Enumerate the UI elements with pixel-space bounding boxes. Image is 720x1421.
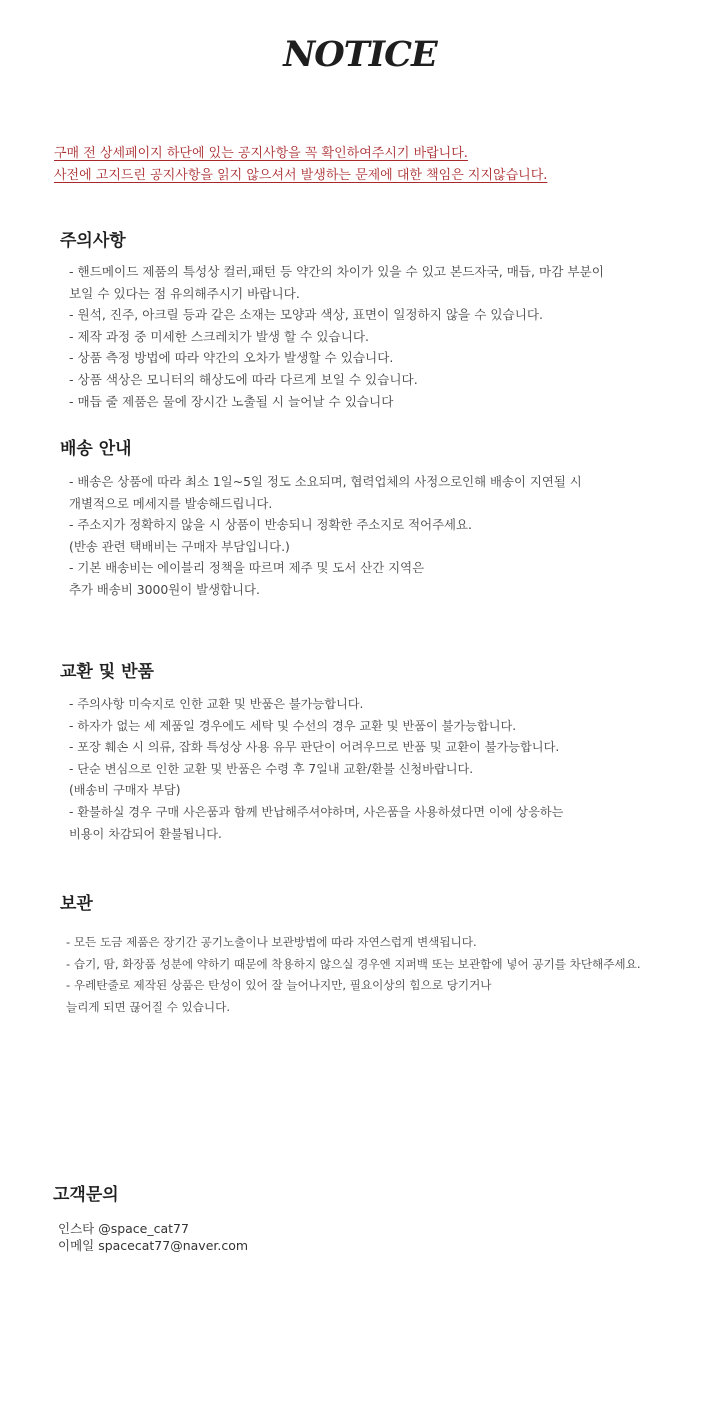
shipping-line: - 기본 배송비는 에이블리 정책을 따르며 제주 및 도서 산간 지역은 (69, 560, 425, 576)
storage-line: 늘리게 되면 끊어질 수 있습니다. (66, 999, 231, 1014)
caution-line: - 핸드메이드 제품의 특성상 컬러,패턴 등 약간의 차이가 있을 수 있고 본드자국, 매듭, 마감 부분이 (69, 264, 604, 279)
caution-line: - 상품 색상은 모니터의 해상도에 따라 다르게 보일 수 있습니다. (69, 371, 418, 387)
shipping-heading: 배송 안내 (60, 439, 132, 459)
shipping-body (69, 471, 582, 601)
exchange-line: 비용이 차감되어 환불됩니다. (69, 826, 222, 841)
exchange-line: (배송비 구매자 부담) (69, 783, 181, 798)
exchange-body (69, 694, 563, 845)
exchange-line: - 환불하실 경우 구매 사은품과 함께 반납해주셔야하며, 사은품을 사용하셨다면 이에 상응하는 (69, 804, 564, 819)
caution-line: - 원석, 진주, 아크릴 등과 같은 소재는 모양과 색상, 표면이 일정하지 않을 수 있습니다. (69, 307, 544, 323)
exchange-line: - 주의사항 미숙지로 인한 교환 및 반품은 불가능합니다. (69, 697, 364, 711)
shipping-line: - 주소지가 정확하지 않을 시 상품이 반송되니 정확한 주소지로 적어주세요. (69, 517, 472, 533)
warning-notice (54, 143, 694, 187)
shipping-line: - 배송은 상품에 따라 최소 1일~5일 정도 소요되며, 협력업체의 사정으로인해 배송이 지연될 시 (69, 474, 582, 489)
exchange-line: - 단순 변심으로 인한 교환 및 반품은 수령 후 7일내 교환/환불 신청바랍니다. (69, 761, 474, 776)
warning-line: 구매 전 상세페이지 하단에 있는 공지사항을 꼭 확인하여주시기 바랍니다. (54, 146, 468, 161)
shipping-line: 추가 배송비 3000원이 발생합니다. (69, 581, 260, 597)
storage-heading: 보관 (60, 894, 93, 914)
caution-heading: 주의사항 (60, 231, 126, 251)
exchange-line: - 하자가 없는 세 제품일 경우에도 세탁 및 수선의 경우 교환 및 반품이 불가능합니다. (69, 718, 517, 733)
contact-instagram: 인스타 @space_cat77 (58, 1221, 189, 1236)
storage-line: - 모든 도금 제품은 장기간 공기노출이나 보관방법에 따라 자연스럽게 변색됩니다. (66, 935, 477, 949)
contact-info (58, 1220, 248, 1254)
exchange-heading: 교환 및 반품 (60, 662, 154, 682)
storage-line: - 우레탄줄로 제작된 상품은 탄성이 있어 잘 늘어나지만, 필요이상의 힘으로 당기거나 (66, 978, 492, 993)
contact-heading: 고객문의 (53, 1185, 119, 1205)
caution-body (69, 261, 604, 412)
caution-line: - 상품 측정 방법에 따라 약간의 오차가 발생할 수 있습니다. (69, 350, 394, 366)
contact-email: 이메일 spacecat77@naver.com (58, 1238, 249, 1253)
caution-line: 보일 수 있다는 점 유의해주시기 바랍니다. (69, 285, 300, 301)
storage-body (66, 932, 641, 1018)
storage-line: - 습기, 땀, 화장품 성분에 약하기 때문에 착용하지 않으실 경우엔 지퍼백 또는 보관함에 넣어 공기를 차단해주세요. (66, 956, 641, 971)
warning-line: 사전에 고지드린 공지사항을 읽지 않으셔서 발생하는 문제에 대한 책임은 지지않습니다. (54, 168, 548, 183)
caution-line: - 제작 과정 중 미세한 스크레치가 발생 할 수 있습니다. (69, 328, 370, 344)
shipping-line: 개별적으로 메세지를 발송해드립니다. (69, 495, 273, 511)
page-title: NOTICE (283, 34, 437, 75)
exchange-line: - 포장 훼손 시 의류, 잡화 특성상 사용 유무 판단이 어려우므로 반품 및 교환이 불가능합니다. (69, 740, 560, 755)
shipping-line: (반송 관련 택배비는 구매자 부담입니다.) (69, 538, 290, 554)
caution-line: - 매듭 줄 제품은 물에 장시간 노출될 시 늘어날 수 있습니다 (69, 393, 394, 409)
